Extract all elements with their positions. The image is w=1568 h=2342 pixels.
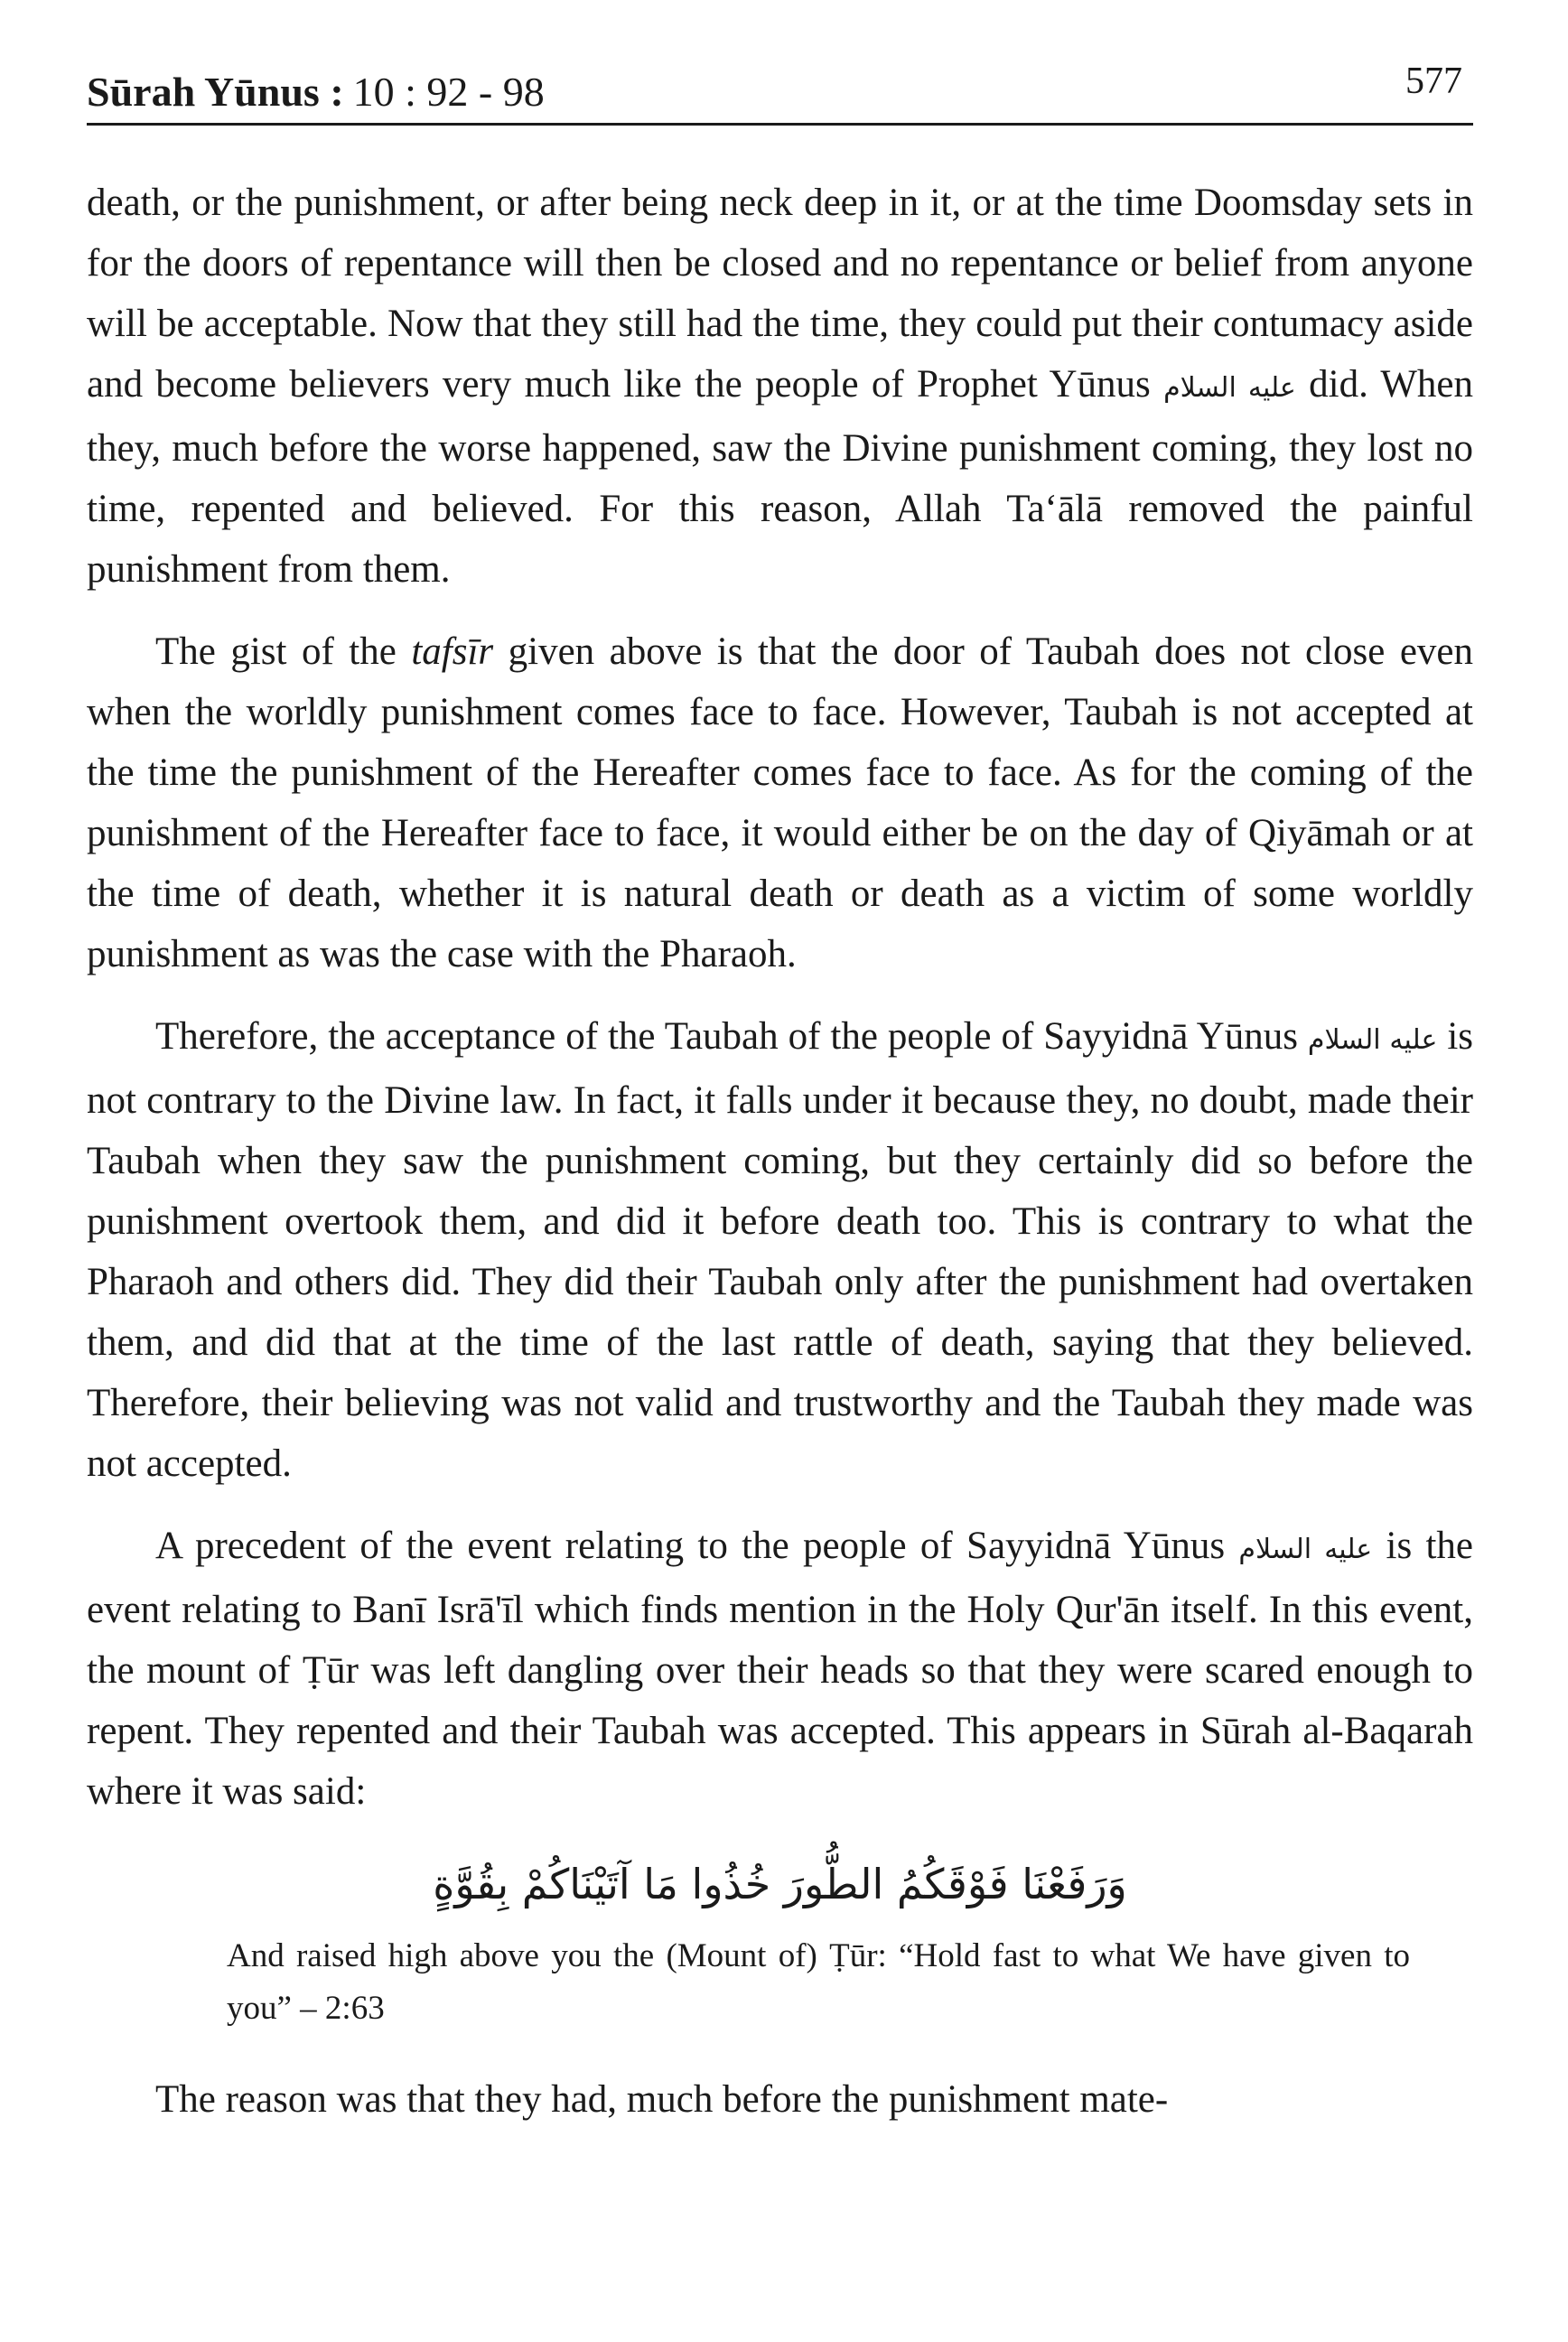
- book-page: [87, 54, 1473, 2151]
- running-header: [87, 54, 1473, 126]
- header-surah: Sūrah Yūnus :: [87, 69, 344, 115]
- paragraph-5: The reason was that they had, much before the punishment mate-: [155, 2078, 1169, 2121]
- arabic-honorific: عليه السلام: [1163, 372, 1296, 404]
- italic-term: tafsīr: [411, 630, 494, 673]
- verse-translation: And raised high above you the (Mount of) Ṭūr: “Hold fast to what We have given to you” – 2:63: [227, 1937, 1410, 2027]
- header-title: [87, 68, 545, 116]
- paragraph-3: Therefore, the acceptance of the Taubah of the people of Sayyidnā Yūnus عليه السلام is not contrary to the Divine law. In fact, it falls under it because they, no doubt, made their Taubah when they saw the punishment coming, but they certainly did so before the punishment overtook them, and did it before death too. This is contrary to what the Pharaoh and others did. They did their Taubah only after the punishment had overtaken them, and did that at the time of the last rattle of death, saying that they believed. Therefore, their believing was not valid and trustworthy and the Taubah they made was not accepted.: [87, 1015, 1473, 1485]
- paragraph-2: The gist of the tafsīr given above is that the door of Taubah does not close even when the worldly punishment comes face to face. However, Taubah is not accepted at the time the punishment of the Hereafter comes face to face. As for the coming of the punishment of the Hereafter face to face, it would either be on the day of Qiyāmah or at the time of death, whether it is natural death or death as a victim of some worldly punishment as was the case with the Pharaoh.: [87, 630, 1474, 975]
- body-text: [87, 173, 1473, 2130]
- quran-verse: وَرَفَعْنَا فَوْقَكُمُ الطُّورَ خُذُوا مَا آتَيْنَاكُمْ بِقُوَّةٍ: [433, 1860, 1127, 1908]
- arabic-honorific: عليه السلام: [1238, 1534, 1373, 1565]
- header-verses: 10 : 92 - 98: [352, 69, 545, 115]
- paragraph-4: A precedent of the event relating to the people of Sayyidnā Yūnus عليه السلام is the event relating to Banī Isrā'īl which finds mention in the Holy Qur'ān itself. In this event, the mount of Ṭūr was left dangling over their heads so that they were scared enough to repent. They repented and their Taubah was accepted. This appears in Sūrah al-Baqarah where it was said:: [87, 1525, 1474, 1813]
- page-number: 577: [1405, 61, 1462, 102]
- arabic-honorific: عليه السلام: [1307, 1024, 1438, 1056]
- paragraph-1: death, or the punishment, or after being neck deep in it, or at the time Doomsday sets in for the doors of repentance will then be closed and no repentance or belief from anyone will be acceptable. Now that they still had the time, they could put their contumacy aside and become believers very much like the people of Prophet Yūnus عليه السلام did. When they, much before the worse happened, saw the Divine punishment coming, they lost no time, repented and believed. For this reason, Allah Ta‘ālā removed the painful punishment from them.: [87, 182, 1474, 591]
